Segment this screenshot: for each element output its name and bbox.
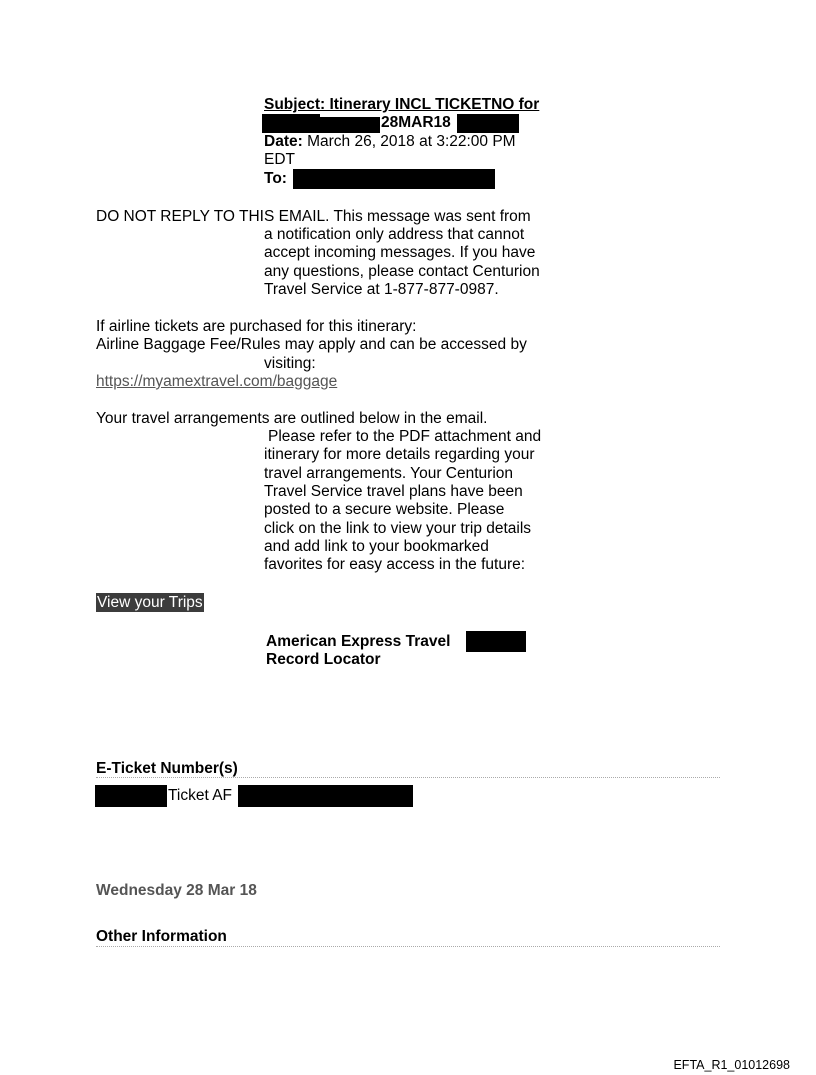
notice-line: any questions, please contact Centurion bbox=[264, 263, 540, 280]
notice-line: accept incoming messages. If you have bbox=[264, 244, 536, 261]
section-divider bbox=[96, 777, 720, 778]
redaction-block bbox=[320, 117, 380, 133]
arrangements-line: Your travel arrangements are outlined below in the email. bbox=[96, 410, 488, 427]
eticket-heading: E-Ticket Number(s) bbox=[96, 760, 238, 777]
notice-line: Travel Service at 1-877-877-0987. bbox=[264, 281, 499, 298]
document-id: EFTA_R1_01012698 bbox=[673, 1058, 790, 1072]
view-trips-button[interactable]: View your Trips bbox=[97, 594, 203, 611]
record-locator-label: American Express Travel bbox=[266, 633, 451, 650]
ticket-label: Ticket AF bbox=[168, 787, 233, 804]
notice-line: DO NOT REPLY TO THIS EMAIL. This message was sent from bbox=[96, 208, 531, 225]
arrangements-line: posted to a secure website. Please bbox=[264, 501, 505, 518]
day-heading: Wednesday 28 Mar 18 bbox=[96, 882, 257, 899]
arrangements-line: and add link to your bookmarked bbox=[264, 538, 489, 555]
redaction-block bbox=[95, 785, 167, 807]
other-info-heading: Other Information bbox=[96, 928, 227, 945]
redaction-block bbox=[238, 785, 413, 807]
arrangements-line: Please refer to the PDF attachment and bbox=[268, 428, 542, 445]
record-locator-label: Record Locator bbox=[266, 651, 381, 668]
date-timezone: EDT bbox=[264, 151, 295, 168]
baggage-line: If airline tickets are purchased for this itinerary: bbox=[96, 318, 417, 335]
section-divider bbox=[96, 946, 720, 947]
email-date bbox=[264, 133, 564, 152]
redaction-block bbox=[457, 114, 519, 133]
baggage-line: Airline Baggage Fee/Rules may apply and can be accessed by bbox=[96, 336, 527, 353]
baggage-line: visiting: bbox=[264, 355, 316, 372]
arrangements-line: favorites for easy access in the future: bbox=[264, 556, 526, 573]
subject-date: 28MAR18 bbox=[381, 114, 451, 131]
notice-line: a notification only address that cannot bbox=[264, 226, 525, 243]
redaction-block bbox=[293, 169, 495, 189]
redaction-block bbox=[466, 631, 526, 652]
arrangements-line: itinerary for more details regarding your bbox=[264, 446, 535, 463]
arrangements-line: click on the link to view your trip details bbox=[264, 520, 532, 537]
arrangements-line: travel arrangements. Your Centurion bbox=[264, 465, 514, 482]
arrangements-line: Travel Service travel plans have been bbox=[264, 483, 523, 500]
to-label: To: bbox=[264, 170, 287, 187]
baggage-link[interactable]: https://myamextravel.com/baggage bbox=[96, 373, 338, 390]
date-value: March 26, 2018 at 3:22:00 PM bbox=[307, 133, 516, 150]
redaction-block bbox=[262, 114, 320, 133]
date-label: Date: bbox=[264, 133, 303, 150]
subject-line: Subject: Itinerary INCL TICKETNO for bbox=[264, 96, 540, 113]
